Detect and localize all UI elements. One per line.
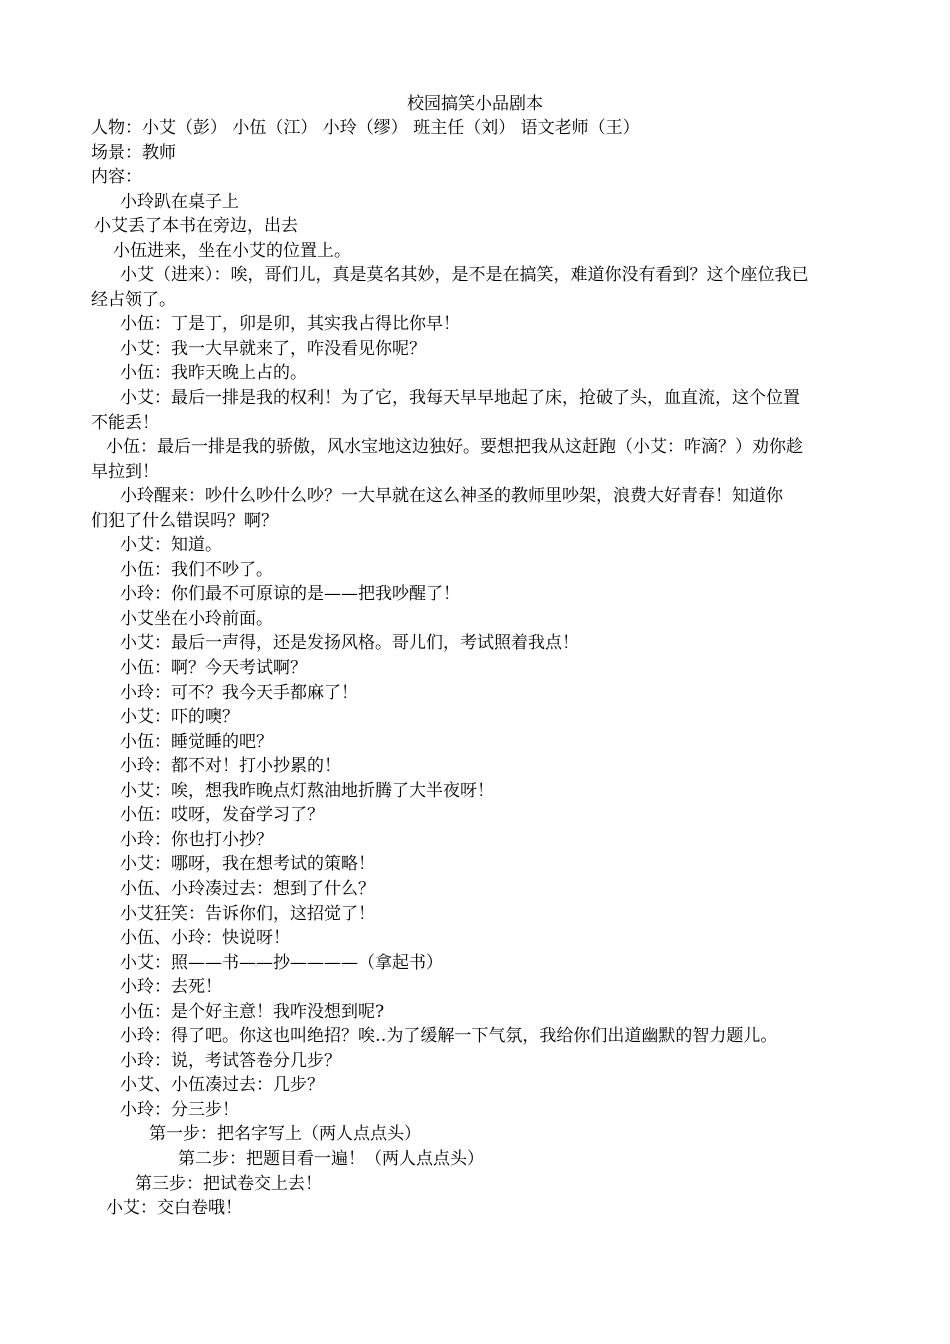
script-line: 经占领了。 <box>91 289 176 310</box>
script-line: 小玲：你也打小抄？ <box>120 829 273 850</box>
script-line: 小艾：交白卷哦！ <box>106 1198 242 1219</box>
script-line: 小伍：啊？今天考试啊？ <box>120 658 307 679</box>
script-line: 小伍：是个好主意！我咋没想到呢? <box>120 1001 385 1022</box>
document-title: 校园搞笑小品剧本 <box>407 94 543 114</box>
script-line: 小玲趴在桌子上 <box>120 191 239 212</box>
script-line: 小伍、小玲凑过去：想到了什么？ <box>120 878 375 899</box>
script-line: 小艾：最后一排是我的权利！为了它，我每天早早地起了床，抢破了头，血直流，这个位置 <box>120 388 800 409</box>
script-line: 们犯了什么错误吗？啊？ <box>91 510 278 531</box>
characters-line: 人物：小艾（彭） 小伍（江） 小玲（缪） 班主任（刘） 语文老师（王） <box>91 118 640 138</box>
script-line: 小玲：可不？我今天手都麻了！ <box>120 682 358 703</box>
script-line: 小艾坐在小玲前面。 <box>120 608 273 629</box>
script-line: 第一步：把名字写上（两人点点头） <box>149 1124 421 1145</box>
script-line: 不能丢！ <box>91 412 159 433</box>
script-line: 小玲：得了吧。你这也叫绝招？唉‥为了缓解一下气氛，我给你们出道幽默的智力题儿。 <box>120 1026 778 1047</box>
content-label: 内容： <box>91 167 142 188</box>
script-line: 小艾狂笑：告诉你们，这招觉了！ <box>120 903 375 924</box>
script-line: 小伍：我们不吵了。 <box>120 559 273 580</box>
script-line: 小艾：吓的噢？ <box>120 707 239 728</box>
script-line: 小艾：最后一声得，还是发扬风格。哥儿们，考试照着我点！ <box>120 633 579 654</box>
scene-line: 场景：教师 <box>91 142 176 163</box>
script-line: 小艾：我一大早就来了，咋没看见你呢？ <box>120 338 426 359</box>
script-line: 第三步：把试卷交上去！ <box>135 1173 322 1194</box>
script-line: 小伍、小玲：快说呀！ <box>120 928 290 949</box>
script-line: 小玲：说，考试答卷分几步？ <box>120 1050 341 1071</box>
script-line: 小伍：睡觉睡的吧？ <box>120 731 273 752</box>
script-line: 小伍：最后一排是我的骄傲，风水宝地这边独好。要想把我从这赶跑（小艾：咋滴？）劝你趁 <box>106 437 803 458</box>
document-body <box>91 116 863 1221</box>
script-line: 小玲：你们最不可原谅的是——把我吵醒了！ <box>120 584 460 605</box>
script-line: 小玲：都不对！打小抄累的！ <box>120 756 341 777</box>
script-line: 小艾：知道。 <box>120 535 222 556</box>
script-line: 小艾：照——书——抄————（拿起书） <box>120 952 443 973</box>
script-line: 小玲醒来：吵什么吵什么吵？一大早就在这么神圣的教师里吵架，浪费大好青春！知道你 <box>120 486 783 507</box>
script-line: 小伍进来，坐在小艾的位置上。 <box>113 240 351 261</box>
script-line: 小伍：哎呀，发奋学习了？ <box>120 805 324 826</box>
script-line: 小艾丢了本书在旁边，出去 <box>94 216 298 237</box>
script-line: 小玲：去死！ <box>120 977 222 998</box>
script-line: 早拉到！ <box>91 461 159 482</box>
script-line: 小伍：我昨天晚上占的。 <box>120 363 307 384</box>
script-line: 小艾、小伍凑过去：几步？ <box>120 1075 324 1096</box>
script-line: 小艾（进来）：唉，哥们儿，真是莫名其妙，是不是在搞笑，难道你没有看到？这个座位我已 <box>120 265 809 286</box>
script-line: 小玲：分三步！ <box>120 1099 239 1120</box>
script-line: 小伍：丁是丁，卯是卯，其实我占得比你早！ <box>120 314 460 335</box>
script-line: 小艾：哪呀，我在想考试的策略！ <box>120 854 375 875</box>
script-line: 小艾：唉，想我昨晚点灯熬油地折腾了大半夜呀！ <box>120 780 494 801</box>
script-line: 第二步：把题目看一遍！（两人点点头） <box>178 1148 484 1169</box>
